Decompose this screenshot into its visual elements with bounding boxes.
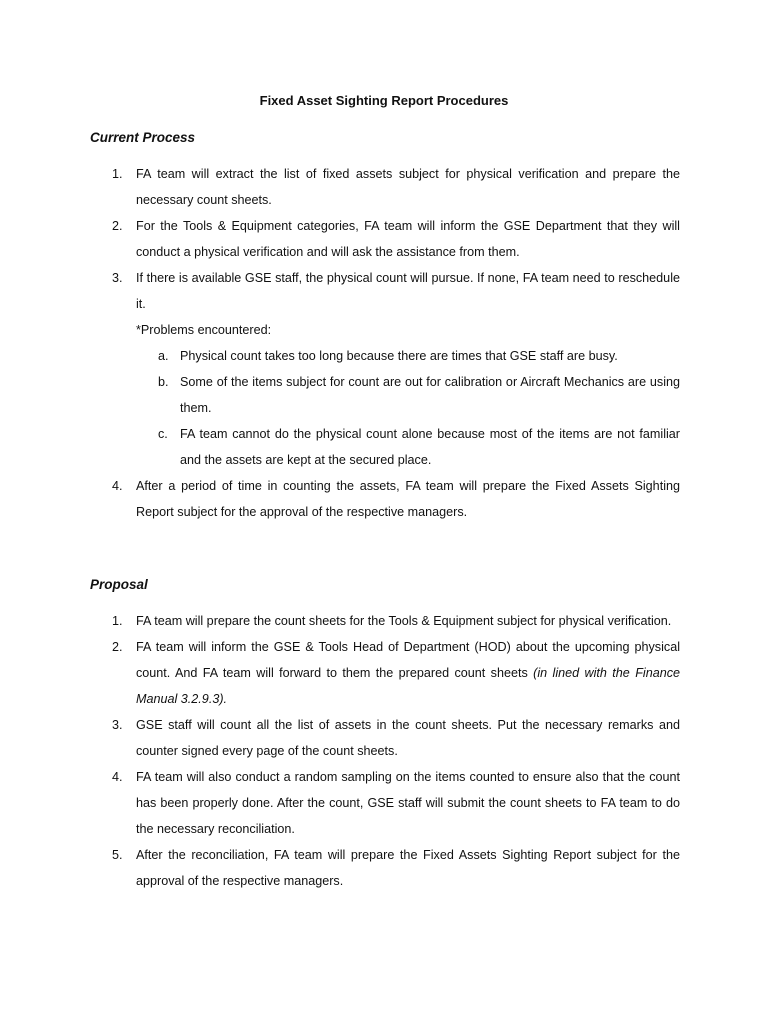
current-process-item-3 (90, 265, 680, 473)
current-process-heading: Current Process (90, 130, 196, 145)
problems-list (136, 343, 680, 473)
item-number: 3. (112, 718, 123, 732)
proposal-list (90, 608, 680, 894)
problem-letter: a. (158, 349, 169, 363)
document-title: Fixed Asset Sighting Report Procedures (259, 93, 509, 108)
proposal-item-4 (90, 764, 680, 842)
item-number: 3. (112, 271, 123, 285)
item-number: 1. (112, 167, 123, 181)
current-process-list (90, 161, 680, 525)
item-text (136, 634, 680, 712)
item-number: 2. (112, 219, 123, 233)
problem-text: Some of the items subject for count are out for calibration or Aircraft Mechanics are using them. (180, 375, 680, 415)
proposal-item-5 (90, 842, 680, 894)
problem-item-b (136, 369, 680, 421)
item-text: If there is available GSE staff, the physical count will pursue. If none, FA team need to reschedule it. (136, 271, 680, 311)
item-text: GSE staff will count all the list of assets in the count sheets. Put the necessary remarks and counter signed every page of the count sheets. (136, 718, 680, 758)
proposal-item-1 (90, 608, 680, 634)
problem-letter: b. (158, 375, 169, 389)
item-number: 4. (112, 479, 123, 493)
problem-item-a (136, 343, 680, 369)
item-number: 2. (112, 640, 123, 654)
item-number: 5. (112, 848, 123, 862)
proposal-item-3 (90, 712, 680, 764)
problem-text: FA team cannot do the physical count alone because most of the items are not familiar and the assets are kept at the secured place. (180, 427, 680, 467)
current-process-item-2 (90, 213, 680, 265)
item-text: FA team will also conduct a random sampling on the items counted to ensure also that the count has been properly done. After the count, GSE staff will submit the count sheets to FA team to do the necessary reconciliation. (136, 770, 680, 836)
item-text: After a period of time in counting the assets, FA team will prepare the Fixed Assets Sighting Report subject for the approval of the respective managers. (136, 479, 680, 519)
item-text: FA team will prepare the count sheets for the Tools & Equipment subject for physical verification. (136, 614, 672, 628)
proposal-heading: Proposal (90, 577, 148, 592)
item-text-body: FA team will inform the GSE & Tools Head of Department (HOD) about the upcoming physical count. And FA team will forward to them the prepared count sheets (136, 640, 680, 680)
problems-label: *Problems encountered: (136, 323, 272, 337)
item-text: FA team will extract the list of fixed assets subject for physical verification and prepare the necessary count sheets. (136, 167, 680, 207)
current-process-item-4 (90, 473, 680, 525)
proposal-item-2 (90, 634, 680, 712)
problem-letter: c. (158, 427, 168, 441)
item-text: After the reconciliation, FA team will prepare the Fixed Assets Sighting Report subject for the approval of the respective managers. (136, 848, 680, 888)
item-number: 1. (112, 614, 123, 628)
item-text: For the Tools & Equipment categories, FA team will inform the GSE Department that they will conduct a physical verification and will ask the assistance from them. (136, 219, 680, 259)
item-number: 4. (112, 770, 123, 784)
problem-text: Physical count takes too long because there are times that GSE staff are busy. (180, 349, 618, 363)
problem-item-c (136, 421, 680, 473)
current-process-item-1 (90, 161, 680, 213)
finance-manual-reference: (in lined with the Finance Manual 3.2.9.3). (136, 666, 681, 706)
